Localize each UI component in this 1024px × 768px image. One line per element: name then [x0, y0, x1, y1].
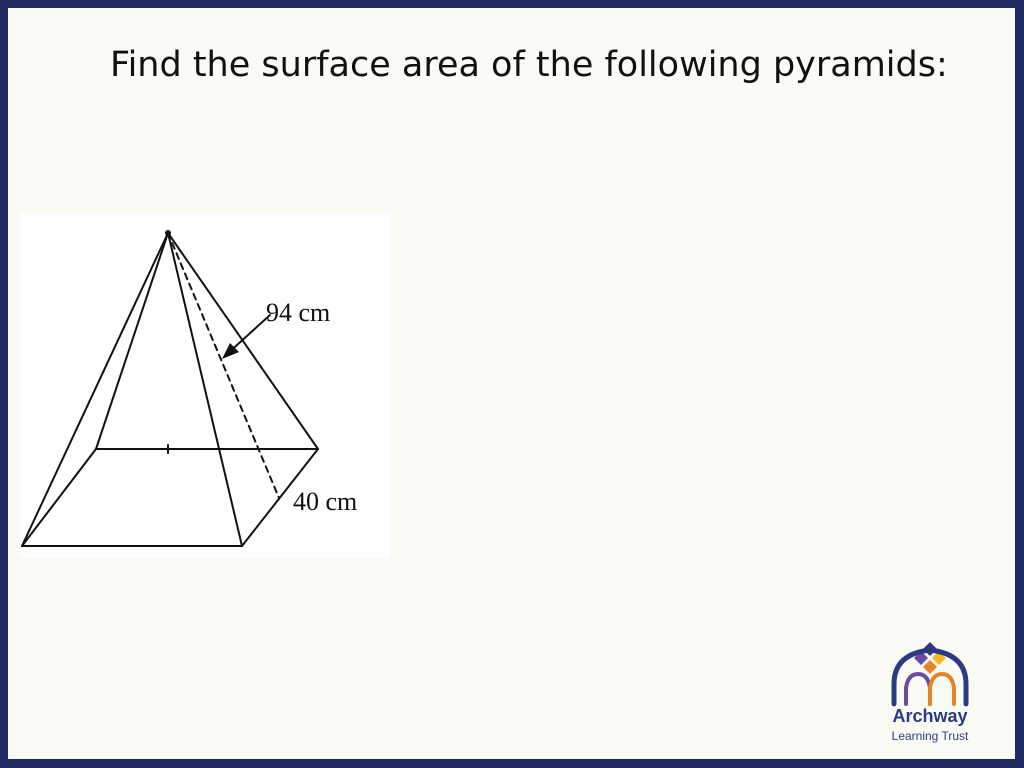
lateral-edge-back-right — [168, 233, 318, 449]
apex-point — [165, 230, 171, 236]
pyramid-diagram — [8, 8, 1015, 759]
logo-subtitle: Learning Trust — [891, 729, 969, 743]
base-left-edge — [22, 449, 96, 546]
lateral-edge-front-left — [22, 233, 168, 546]
slide — [8, 8, 1015, 759]
logo-name: Archway — [892, 706, 968, 726]
lateral-edge-front-right — [168, 233, 242, 546]
archway-logo — [870, 636, 990, 751]
slant-height-label: 94 cm — [266, 298, 331, 327]
base-side-label: 40 cm — [293, 487, 358, 516]
slant-height-line — [168, 233, 279, 498]
slide-title: Find the surface area of the following pyramids: — [110, 45, 948, 85]
lateral-edge-back-left — [96, 233, 168, 449]
archway-logo-mark — [870, 636, 990, 708]
